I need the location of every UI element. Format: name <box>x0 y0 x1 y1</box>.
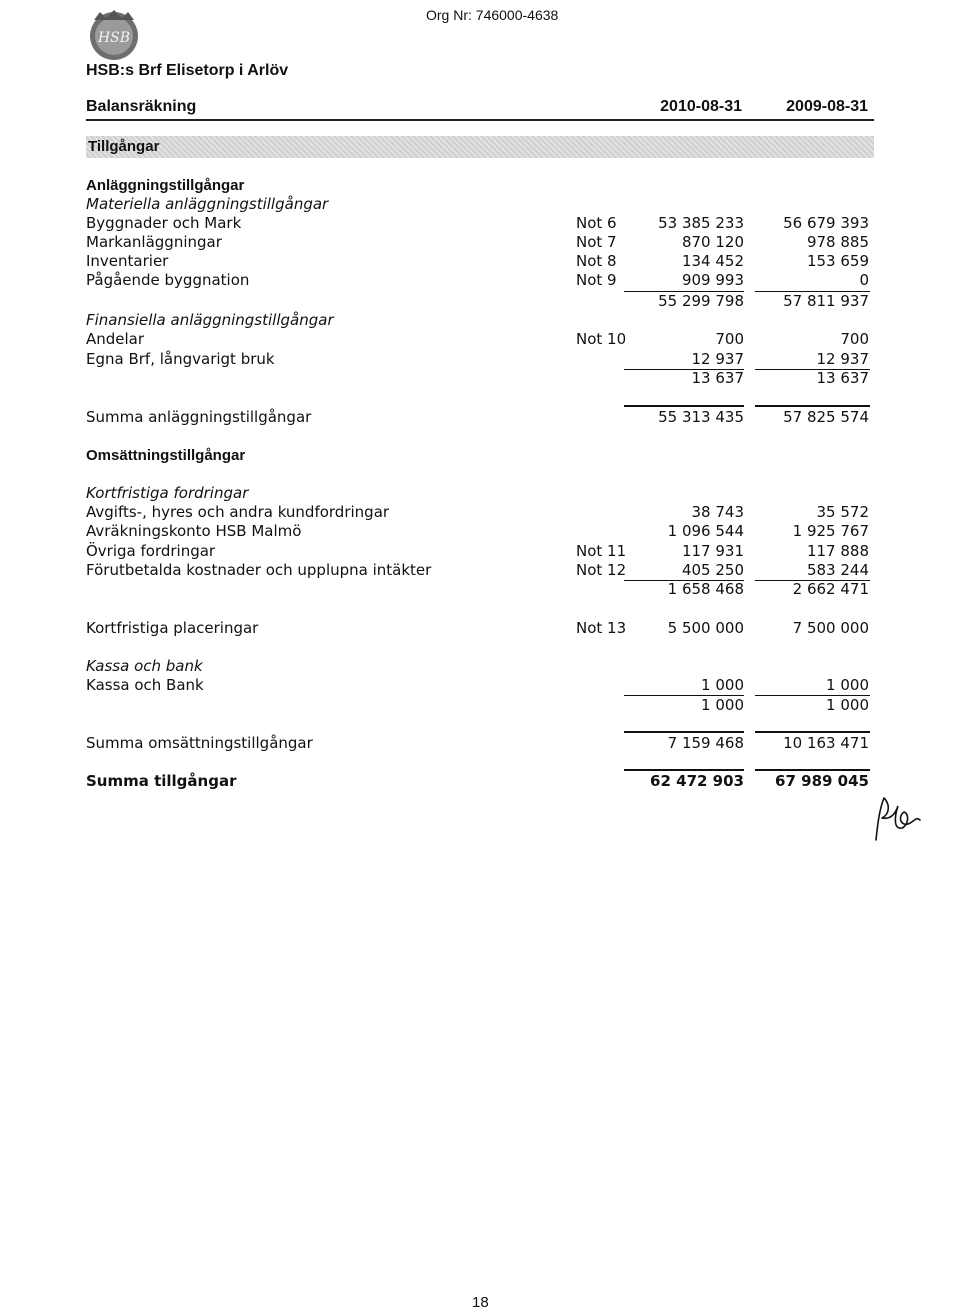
row-value-2010: 1 000 <box>701 676 744 694</box>
signature-initials <box>868 790 928 850</box>
hsb-logo <box>86 6 142 62</box>
row-value-2009: 583 244 <box>806 561 869 579</box>
table-row <box>0 350 960 369</box>
row-note: Not 13 <box>576 619 627 637</box>
row-value-2010: 12 937 <box>691 350 744 368</box>
row-note: Not 9 <box>576 271 617 289</box>
section-heading <box>0 446 960 465</box>
row-label: Byggnader och Mark <box>86 214 242 232</box>
table-row <box>0 233 960 252</box>
row-label: Avräkningskonto HSB Malmö <box>86 522 302 540</box>
sum-rule <box>755 769 870 771</box>
heading-finansiella: Finansiella anläggningstillgångar <box>86 311 334 329</box>
section-band <box>86 136 874 158</box>
row-note: Not 11 <box>576 542 627 560</box>
total-row <box>0 734 960 753</box>
subsection-heading <box>0 657 960 676</box>
sum-rule <box>624 731 744 733</box>
row-note: Not 12 <box>576 561 627 579</box>
total-2009: 57 825 574 <box>783 408 869 426</box>
total-2009: 10 163 471 <box>783 734 869 752</box>
row-note: Not 6 <box>576 214 617 232</box>
heading-kortfristiga-fordringar: Kortfristiga fordringar <box>86 484 249 502</box>
row-value-2009: 1 925 767 <box>792 522 869 540</box>
heading-anlaggningstillgangar: Anläggningstillgångar <box>86 177 245 194</box>
subtotal-2009: 1 000 <box>826 696 869 714</box>
heading-omsattningstillgangar: Omsättningstillgångar <box>86 447 246 464</box>
subtotal-2010: 13 637 <box>691 369 744 387</box>
section-heading <box>0 176 960 195</box>
total-2010: 55 313 435 <box>658 408 744 426</box>
table-row <box>0 330 960 349</box>
total-row <box>0 408 960 427</box>
heading-kassa-och-bank: Kassa och bank <box>86 657 203 675</box>
grand-total-row <box>0 772 960 791</box>
table-row <box>0 676 960 695</box>
row-note: Not 7 <box>576 233 617 251</box>
sum-rule <box>624 405 744 407</box>
row-value-2009: 35 572 <box>816 503 869 521</box>
row-label: Inventarier <box>86 252 169 270</box>
row-note: Not 10 <box>576 330 627 348</box>
row-label: Summa omsättningstillgångar <box>86 734 313 752</box>
row-label: Kassa och Bank <box>86 676 204 694</box>
row-value-2010: 38 743 <box>691 503 744 521</box>
table-row <box>0 522 960 541</box>
row-label: Övriga fordringar <box>86 542 216 560</box>
subtotal-2009: 57 811 937 <box>783 292 869 310</box>
statement-title: Balansräkning <box>86 98 197 115</box>
row-value-2010: 134 452 <box>681 252 744 270</box>
row-value-2009: 978 885 <box>806 233 869 251</box>
subtotal-row <box>0 369 960 388</box>
sum-rule <box>624 769 744 771</box>
subtotal-row <box>0 292 960 311</box>
table-row <box>0 214 960 233</box>
table-row <box>0 271 960 290</box>
sum-rule <box>755 731 870 733</box>
subtotal-2010: 1 000 <box>701 696 744 714</box>
grand-total-2010: 62 472 903 <box>650 772 744 790</box>
row-value-2010: 870 120 <box>681 233 744 251</box>
org-number: Org Nr: 746000-4638 <box>426 7 559 23</box>
row-value-2009: 1 000 <box>826 676 869 694</box>
column-header-2010: 2010-08-31 <box>660 98 742 115</box>
row-value-2010: 5 500 000 <box>667 619 744 637</box>
row-label: Markanläggningar <box>86 233 222 251</box>
row-value-2009: 12 937 <box>816 350 869 368</box>
row-value-2010: 1 096 544 <box>667 522 744 540</box>
subtotal-2010: 1 658 468 <box>667 580 744 598</box>
row-label: Kortfristiga placeringar <box>86 619 259 637</box>
row-note: Not 8 <box>576 252 617 270</box>
subtotal-2010: 55 299 798 <box>658 292 744 310</box>
row-label: Avgifts-, hyres och andra kundfordringar <box>86 503 390 521</box>
column-header-2009: 2009-08-31 <box>786 98 868 115</box>
row-value-2009: 7 500 000 <box>792 619 869 637</box>
subtotal-row <box>0 696 960 715</box>
row-label: Pågående byggnation <box>86 271 250 289</box>
row-value-2009: 117 888 <box>806 542 869 560</box>
company-name: HSB:s Brf Elisetorp i Arlöv <box>86 62 289 79</box>
row-label: Förutbetalda kostnader och upplupna intäkter <box>86 561 432 579</box>
row-value-2010: 405 250 <box>681 561 744 579</box>
row-label: Andelar <box>86 330 145 348</box>
subsection-heading <box>0 484 960 503</box>
row-value-2009: 0 <box>859 271 869 289</box>
grand-total-2009: 67 989 045 <box>775 772 869 790</box>
heading-materiella: Materiella anläggningstillgångar <box>86 195 329 213</box>
table-row <box>0 503 960 522</box>
svg-text:HSB: HSB <box>97 30 131 46</box>
subtotal-2009: 13 637 <box>816 369 869 387</box>
row-value-2010: 700 <box>715 330 744 348</box>
row-value-2010: 909 993 <box>681 271 744 289</box>
sum-rule <box>755 405 870 407</box>
row-label: Summa tillgångar <box>86 772 237 790</box>
section-band-label: Tillgångar <box>88 138 160 155</box>
table-row <box>0 561 960 580</box>
table-row <box>0 252 960 271</box>
table-row <box>0 619 960 638</box>
row-value-2009: 56 679 393 <box>783 214 869 232</box>
subsection-heading <box>0 311 960 330</box>
row-value-2010: 117 931 <box>681 542 744 560</box>
row-value-2009: 700 <box>840 330 869 348</box>
subtotal-2009: 2 662 471 <box>792 580 869 598</box>
header-rule <box>86 119 874 121</box>
row-label: Summa anläggningstillgångar <box>86 408 312 426</box>
row-label: Egna Brf, långvarigt bruk <box>86 350 275 368</box>
row-value-2010: 53 385 233 <box>658 214 744 232</box>
table-row <box>0 542 960 561</box>
total-2010: 7 159 468 <box>667 734 744 752</box>
page-number: 18 <box>472 1294 489 1311</box>
subsection-heading <box>0 195 960 214</box>
subtotal-row <box>0 580 960 599</box>
row-value-2009: 153 659 <box>806 252 869 270</box>
